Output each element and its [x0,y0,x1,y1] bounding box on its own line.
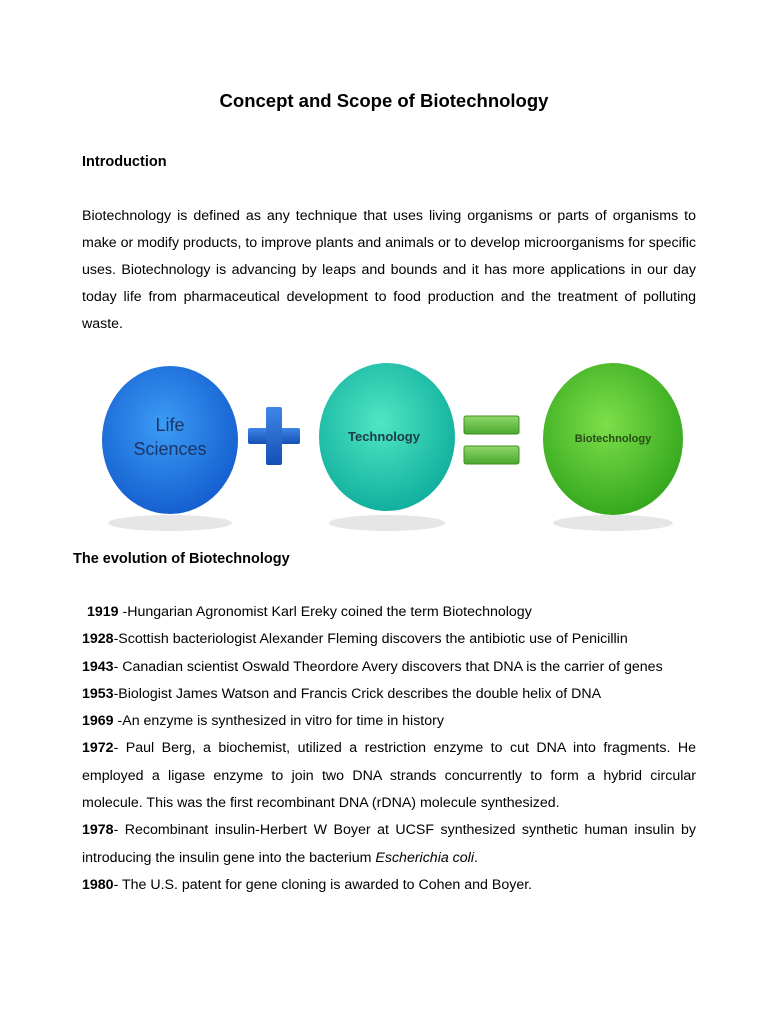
timeline-year: 1919 [87,604,119,620]
timeline-entry-1953 [82,681,696,708]
life-sciences-label-line1: Life [155,415,185,435]
timeline-year: 1980 [82,876,114,893]
evolution-heading: The evolution of Biotechnology [73,551,290,567]
timeline-text: -An enzyme is synthesized in vitro for time in history [113,713,444,730]
biotechnology-circle [543,363,683,515]
introduction-heading: Introduction [82,154,167,170]
timeline-entry-1969 [82,708,696,735]
timeline-year: 1953 [82,685,114,702]
equals-icon [464,416,519,464]
timeline-entry-1943 [82,654,696,681]
timeline-entry-1928 [82,626,696,653]
timeline-year: 1978 [82,822,114,839]
timeline-italic-text: Escherichia coli [375,849,474,866]
page-title: Concept and Scope of Biotechnology [219,90,549,111]
timeline-text: - Paul Berg, a biochemist, utilized a restriction enzyme to cut DNA into fragments. He employed a ligase enzyme to join two DNA strands concurrently to form a hybrid circular molecule. This was the first recombinant DNA (rDNA) molecule synthesized. [82,740,696,812]
timeline-entry-1972 [82,735,696,817]
timeline-year: 1972 [82,740,114,757]
timeline-entry-1978 [82,817,696,872]
timeline-text: - The U.S. patent for gene cloning is awarded to Cohen and Boyer. [113,876,533,893]
timeline-text: -Biologist James Watson and Francis Crick describes the double helix of DNA [113,685,602,702]
biotechnology-equation-diagram [95,355,685,535]
technology-label: Technology [348,429,420,444]
technology-circle [319,363,455,511]
plus-icon [248,407,300,465]
timeline-year: 1928 [82,631,114,648]
timeline-tail-text: . [473,849,478,866]
evolution-timeline [82,599,696,899]
timeline-text: -Hungarian Agronomist Karl Ereky coined the term Biotechnology [118,604,532,620]
timeline-year: 1943 [82,658,114,675]
timeline-text: - Canadian scientist Oswald Theordore Avery discovers that DNA is the carrier of genes [113,658,663,675]
timeline-entry-1919 [82,599,696,626]
timeline-text: -Scottish bacteriologist Alexander Fleming discovers the antibiotic use of Penicillin [113,631,628,648]
life-sciences-label-line2: Sciences [133,439,207,459]
introduction-paragraph: Biotechnology is defined as any technique that uses living organisms or parts of organisms to make or modify products, to improve plants and animals or to develop microorganisms for specific uses. Biotechnology is advancing by leaps and bounds and it has more applications in our day today life from pharmaceutical development to food production and the treatment of polluting waste. [82,208,696,332]
biotechnology-label: Biotechnology [574,433,652,445]
timeline-text: - Recombinant insulin-Herbert W Boyer at UCSF synthesized synthetic human insulin by introducing the insulin gene into the bacterium [82,822,696,866]
life-sciences-circle [102,366,238,514]
timeline-year: 1969 [82,713,114,730]
timeline-entry-1980 [82,872,696,899]
